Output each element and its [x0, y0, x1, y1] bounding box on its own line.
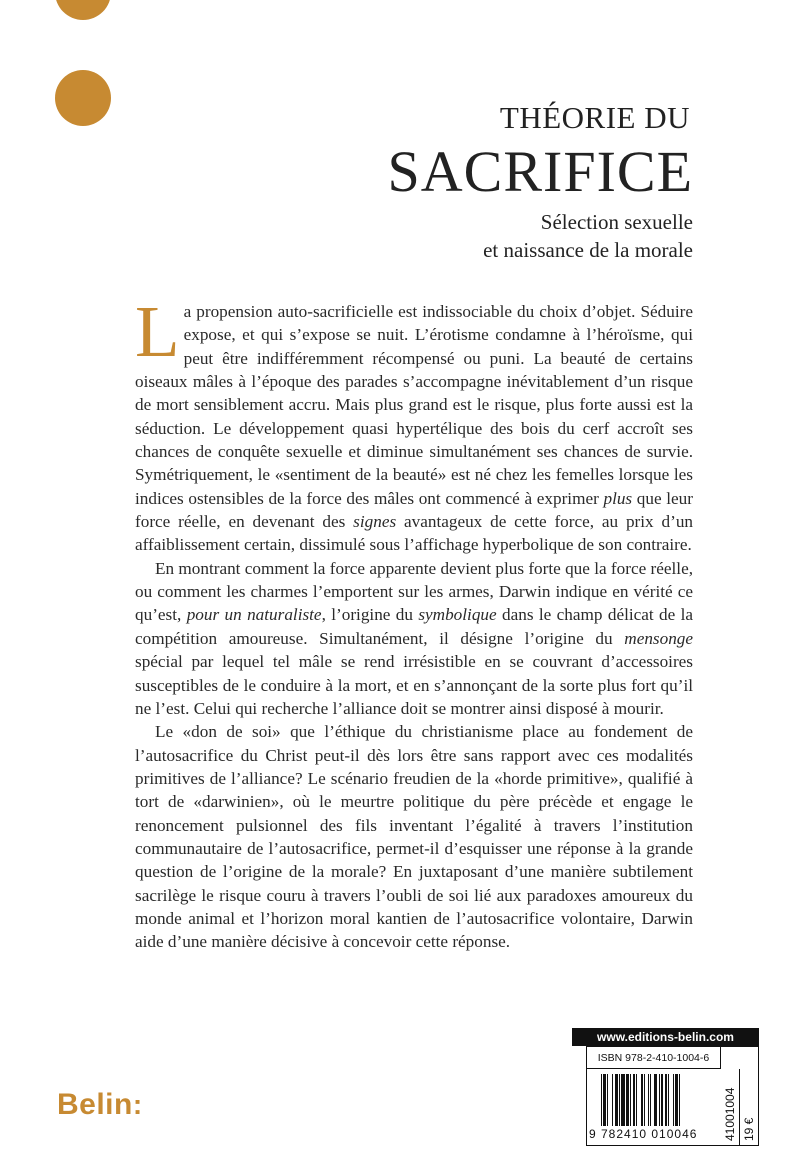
paragraph-2 [135, 557, 693, 720]
barcode-bar [675, 1074, 677, 1126]
p2-text-start: En montrant comment la force apparente devient plus forte que la force réelle, ou comment les charmes l’emportent sur les armes, Darwin indique en vérité ce qu’est, [135, 558, 693, 625]
isbn-label: ISBN 978-2-410-1004-6 [587, 1047, 721, 1069]
barcode-bar [633, 1074, 634, 1126]
p2-emphasis-naturaliste: pour un naturaliste [186, 605, 322, 625]
drop-cap: L [135, 291, 180, 372]
barcode-block [572, 1028, 759, 1146]
barcode-bar [612, 1074, 613, 1126]
barcode-bar [636, 1074, 637, 1126]
paragraph-1 [135, 291, 694, 557]
barcode-bar [619, 1074, 620, 1126]
publisher-logo [57, 1088, 143, 1122]
barcode-bar [615, 1074, 617, 1126]
logo-text: Belin [57, 1088, 133, 1121]
logo-colon: : [132, 1089, 143, 1120]
p2-text-mid1: , l’origine du [321, 605, 413, 625]
barcode-bar [601, 1074, 602, 1126]
p2-text-end: spécial par lequel tel mâle se rend irrésistible en se couvrant d’accessoires susceptibles de le conduire à la mort, et en s’annonçant de la sorte plus fort qu’il ne l’est. Celui qui recherche l’alliance doit se montrer ainsi disposé à mourir. [135, 652, 693, 718]
barcode-bar [648, 1074, 649, 1126]
decorative-circle-top [55, 0, 111, 20]
barcode-bar [621, 1074, 625, 1126]
p1-emphasis-plus: plus [603, 488, 633, 508]
publisher-website[interactable]: www.editions-belin.com [572, 1028, 759, 1046]
barcode-bar [668, 1074, 669, 1126]
barcode-bar [603, 1074, 605, 1126]
barcode-bar [659, 1074, 660, 1126]
product-code-text: 41001004 [723, 1087, 737, 1141]
subtitle-line-1: Sélection sexuelle [540, 210, 693, 234]
book-subtitle [483, 208, 693, 264]
p2-emphasis-symbolique: symbolique [418, 605, 497, 625]
p2-emphasis-mensonge: mensonge [624, 628, 694, 648]
barcode-bar [607, 1074, 608, 1126]
paragraph-3: Le «don de soi» que l’éthique du christianisme place au fondement de l’autosacrifice du Christ peut-il dès lors être sans rapport avec ces modalités primitives de l’alliance? Le scénario freudien de la «horde primitive», qualifié à tort de «darwinien», où le meurtre politique du père précède et engage le renoncement pulsionnel des fils inventant l’égalité à travers l’institution communautaire de l’autosacrifice, permet-il d’esquisser une réponse à la grande question de l’origine de la morale? En juxtaposant d’une manière subtilement sacrilège le risque couru à travers l’oubli de soi lié aux paradoxes amoureux du monde animal et l’horizon moral kantien de l’autosacrifice volontaire, Darwin aide d’une manière décisive à concevoir cette réponse. [135, 722, 693, 952]
barcode-bar [650, 1074, 651, 1126]
price-text: 19 € [742, 1117, 756, 1141]
decorative-circle [55, 70, 111, 126]
barcode-bars [601, 1074, 711, 1126]
barcode-bar [679, 1074, 680, 1126]
title-kicker: THÉORIE DU [499, 100, 690, 135]
p1-text-mid: que leur force réelle, en devenant des [135, 488, 694, 532]
book-title: SACRIFICE [387, 139, 693, 204]
price [740, 1069, 759, 1145]
subtitle-line-2: et naissance de la morale [483, 238, 693, 262]
p1-text-end: avantageux de cette force, au prix d’un affaiblissement certain, dissimulé sous l’affichage hyperbolique de son contraire. [135, 512, 694, 555]
back-cover-text [135, 291, 694, 954]
barcode-bar [665, 1074, 667, 1126]
p1-text-start: a propension auto-sacrificielle est indissociable du choix d’objet. Séduire expose, et qui s’expose se nuit. L’érotisme condamne à l’héroïsme, qui peut être indifféremment récompensé ou puni. La beauté de certains oiseaux mâles à l’époque des parades s’accompagne inévitablement d’un risque de mort sensiblement accru. Mais plus grand est le risque, plus forte aussi est la séduction. Le développement quasi hypertélique des bois du cerf accroît ses chances de conquête sexuelle et diminue simultanément ses chances de survie. Symétriquement, le «sentiment de la beauté» est né chez les femelles lorsque les indices ostensibles de la force des mâles ont commencé à exprimer [135, 302, 693, 508]
p1-emphasis-signes: signes [353, 512, 397, 532]
barcode-bar [673, 1074, 674, 1126]
barcode-bar [661, 1074, 663, 1126]
barcode-bar [654, 1074, 658, 1126]
barcode-frame [586, 1046, 759, 1146]
product-code [721, 1069, 740, 1145]
barcode-digits: 9 782410 010046 [589, 1127, 698, 1141]
barcode-bar [641, 1074, 643, 1126]
p2-text-mid2: dans le champ délicat de la compétition amoureuse. Simultanément, il désigne l’origine du [135, 605, 694, 648]
barcode-bar [644, 1074, 645, 1126]
barcode-bar [626, 1074, 628, 1126]
barcode-bar [630, 1074, 631, 1126]
